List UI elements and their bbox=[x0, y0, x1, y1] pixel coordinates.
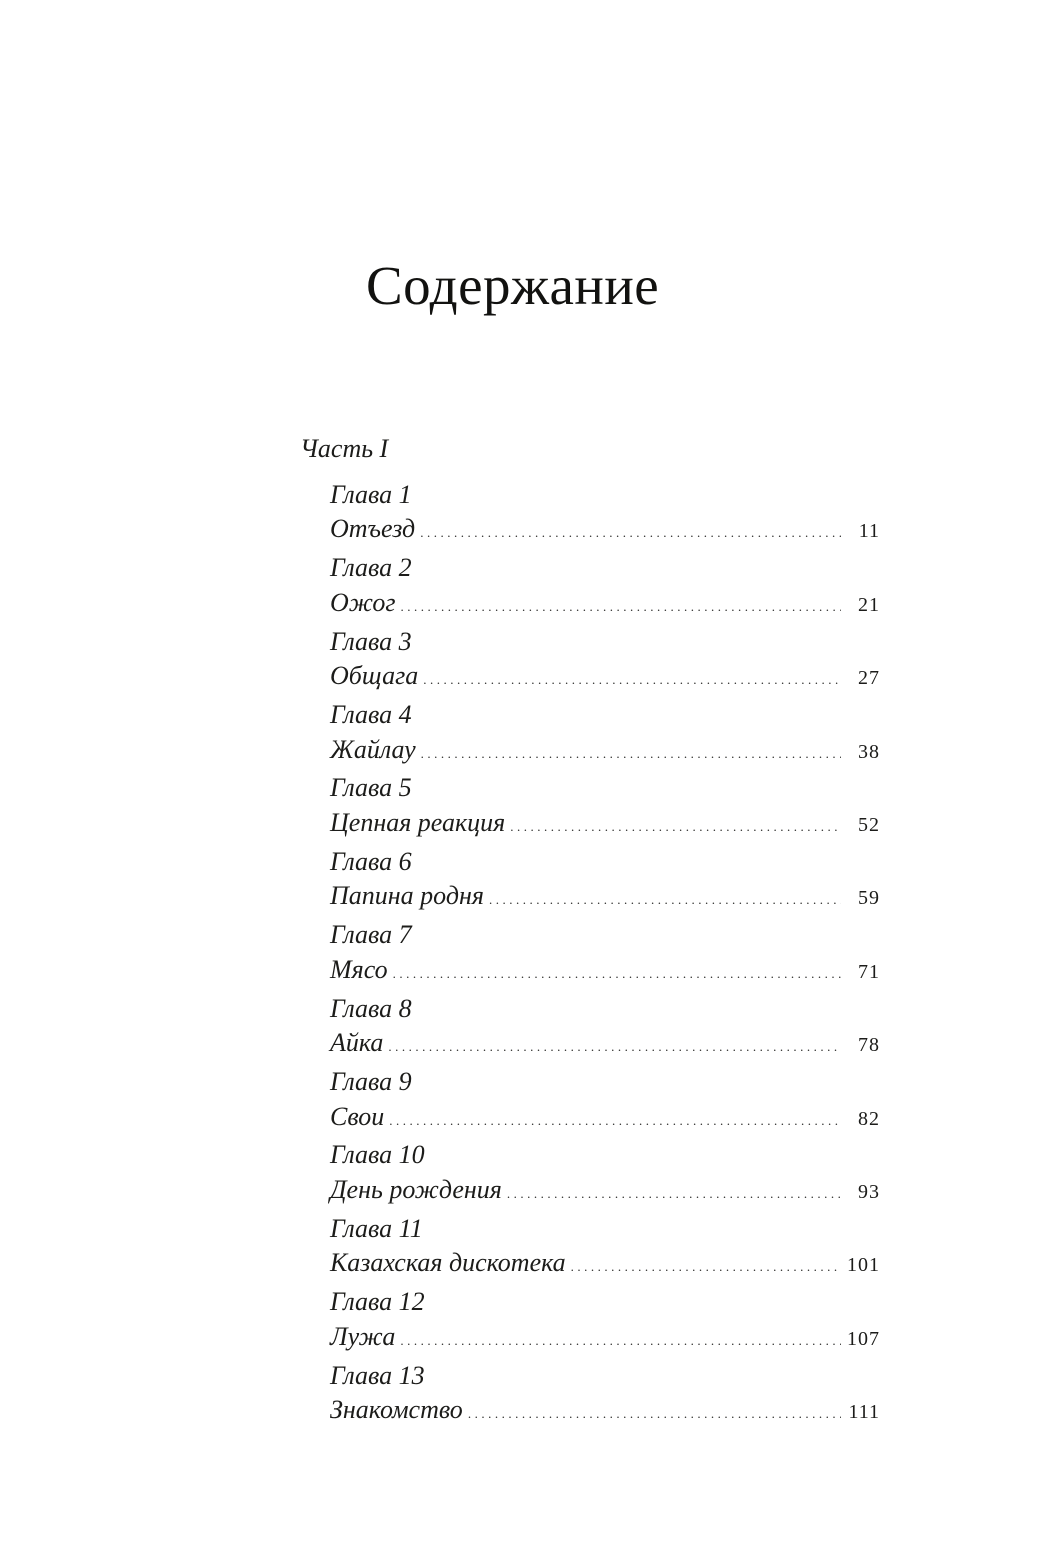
dot-leader bbox=[571, 1250, 841, 1285]
page-number: 71 bbox=[858, 960, 880, 983]
chapter-title: Айка bbox=[330, 1028, 384, 1058]
page-number: 78 bbox=[858, 1034, 880, 1057]
page-number: 101 bbox=[847, 1254, 880, 1277]
chapter-label: Глава 3 bbox=[330, 626, 412, 656]
dot-leader bbox=[388, 1030, 841, 1065]
chapter-title: Мясо bbox=[330, 954, 388, 984]
dot-leader bbox=[389, 1104, 841, 1139]
chapter-title: День рождения bbox=[330, 1175, 502, 1205]
toc-entry bbox=[330, 1212, 880, 1285]
chapter-title: Лужа bbox=[330, 1321, 396, 1351]
toc-entry bbox=[330, 771, 880, 844]
chapter-label: Глава 2 bbox=[330, 553, 412, 583]
page-number: 111 bbox=[848, 1401, 880, 1424]
toc-title-line bbox=[330, 1026, 880, 1065]
page-number: 93 bbox=[858, 1181, 880, 1204]
chapter-title: Жайлау bbox=[330, 734, 416, 764]
toc-title-line bbox=[330, 586, 880, 625]
page-number: 27 bbox=[858, 667, 880, 690]
toc-title-line bbox=[330, 512, 880, 551]
page-number: 21 bbox=[858, 593, 880, 616]
chapter-title: Казахская дискотека bbox=[330, 1248, 566, 1278]
dot-leader bbox=[468, 1397, 841, 1432]
toc-title-line bbox=[330, 953, 880, 992]
page-number: 59 bbox=[858, 887, 880, 910]
page-title: Содержание bbox=[366, 255, 660, 316]
toc-entry bbox=[330, 1285, 880, 1358]
toc-entry bbox=[330, 625, 880, 698]
dot-leader bbox=[393, 957, 841, 992]
toc-entry bbox=[330, 845, 880, 918]
dot-leader bbox=[421, 737, 841, 772]
toc-title-line bbox=[330, 1100, 880, 1139]
toc-entry bbox=[330, 551, 880, 624]
chapter-label: Глава 5 bbox=[330, 773, 412, 803]
chapter-label: Глава 12 bbox=[330, 1287, 425, 1317]
dot-leader bbox=[510, 810, 841, 845]
toc-entry bbox=[330, 1359, 880, 1432]
chapter-title: Свои bbox=[330, 1101, 385, 1131]
toc-entry bbox=[330, 478, 880, 551]
toc-entry bbox=[330, 992, 880, 1065]
page-number: 107 bbox=[847, 1327, 880, 1350]
part-label: Часть I bbox=[300, 434, 389, 463]
toc-title-line bbox=[330, 733, 880, 772]
chapter-title: Общага bbox=[330, 661, 419, 691]
toc-entry bbox=[330, 1065, 880, 1138]
chapter-title: Отъезд bbox=[330, 514, 416, 544]
toc-entry bbox=[330, 918, 880, 991]
chapter-label: Глава 7 bbox=[330, 920, 412, 950]
chapter-title: Папина родня bbox=[330, 881, 484, 911]
toc-title-line bbox=[330, 1393, 880, 1432]
toc-entry bbox=[330, 1138, 880, 1211]
chapter-label: Глава 4 bbox=[330, 699, 412, 729]
dot-leader bbox=[420, 516, 841, 551]
dot-leader bbox=[507, 1177, 841, 1212]
toc-entry bbox=[330, 698, 880, 771]
dot-leader bbox=[423, 663, 841, 698]
toc-title-line bbox=[330, 1246, 880, 1285]
dot-leader bbox=[400, 590, 841, 625]
toc-title-line bbox=[330, 659, 880, 698]
toc-title-line bbox=[330, 879, 880, 918]
toc-title-line bbox=[330, 1320, 880, 1359]
chapter-title: Цепная реакция bbox=[330, 808, 506, 838]
chapter-label: Глава 13 bbox=[330, 1360, 425, 1390]
table-of-contents bbox=[300, 432, 880, 1432]
chapter-label: Глава 9 bbox=[330, 1066, 412, 1096]
toc-title-line bbox=[330, 1173, 880, 1212]
page-number: 52 bbox=[858, 814, 880, 837]
chapter-label: Глава 8 bbox=[330, 993, 412, 1023]
dot-leader bbox=[489, 883, 841, 918]
chapter-title: Знакомство bbox=[330, 1395, 463, 1425]
page-number: 82 bbox=[858, 1107, 880, 1130]
chapter-label: Глава 10 bbox=[330, 1140, 425, 1170]
chapter-label: Глава 11 bbox=[330, 1213, 423, 1243]
chapter-title: Ожог bbox=[330, 587, 396, 617]
toc-title-line bbox=[330, 806, 880, 845]
chapter-label: Глава 1 bbox=[330, 479, 412, 509]
page-number: 38 bbox=[858, 740, 880, 763]
chapter-label: Глава 6 bbox=[330, 846, 412, 876]
page-number: 11 bbox=[858, 520, 880, 543]
dot-leader bbox=[400, 1324, 841, 1359]
